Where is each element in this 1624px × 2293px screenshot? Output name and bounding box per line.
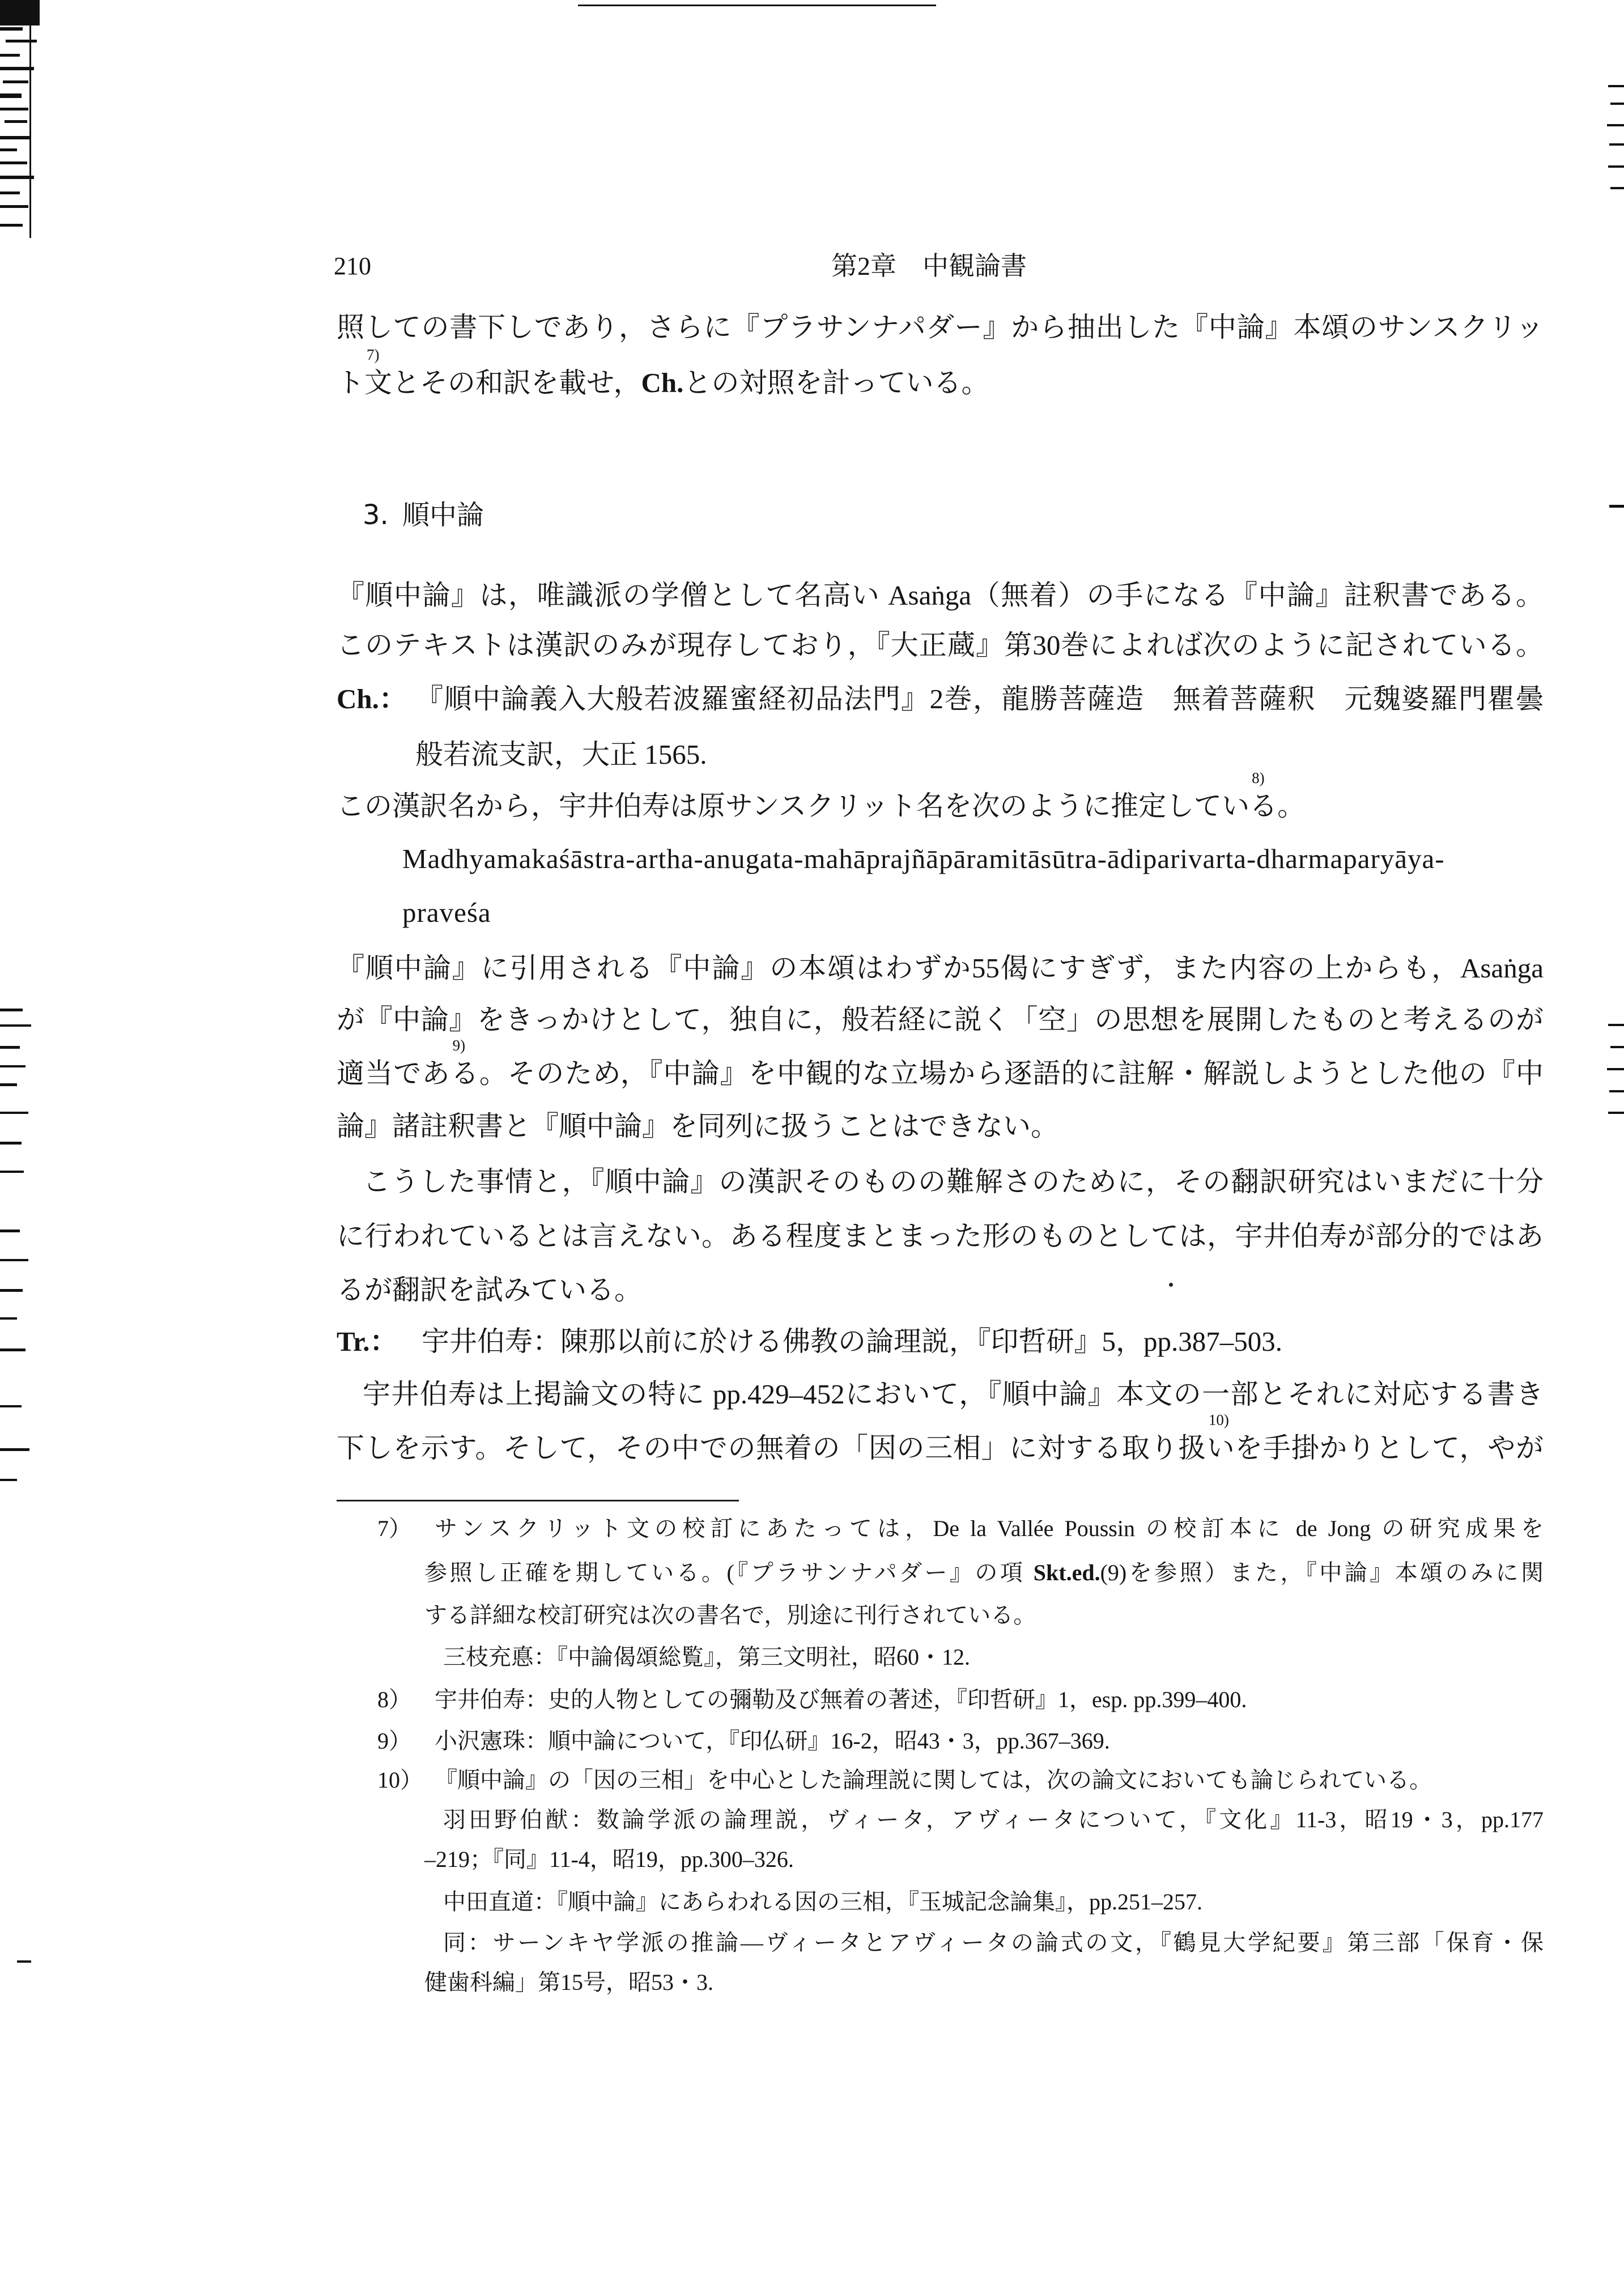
footnote-10-ref-2: 中田直道：『順中論』にあらわれる因の三相，『玉城記念論集』，pp.251–257. [443, 1889, 1202, 1915]
footnote-10-ref-3-line-2: 健歯科編」第15号，昭53・3. [424, 1969, 713, 1995]
sanskrit-title-line-2: praveśa [402, 897, 491, 928]
note-ref-10: 10) [1208, 1411, 1229, 1428]
ch-entry-line-2: 般若流支訳，大正 1565. [415, 739, 707, 770]
scan-artifact [1607, 1068, 1624, 1070]
scan-artifact [1610, 103, 1624, 105]
footnote-9-text: 小沢憲珠：順中論について，『印仏研』16-2，昭43・3，pp.367–369. [435, 1728, 1110, 1754]
intro-line-2-part-b: 文とその和訳を載せ， [364, 367, 641, 398]
scan-artifact [0, 192, 20, 194]
footnote-7-reference: 三枝充悳：『中論偈頌総覧』，第三文明社，昭60・12. [443, 1644, 970, 1670]
scan-artifact [0, 1142, 22, 1145]
footnote-9-marker: 9） [377, 1728, 411, 1754]
ch-entry-label: Ch.： [337, 683, 407, 714]
scan-artifact [0, 1024, 31, 1027]
note-ref-7: 7) [367, 346, 380, 363]
scan-artifact [0, 1317, 17, 1320]
para-2-line [337, 769, 1544, 823]
para-1-line-2: このテキストは漢訳のみが現存しており，『大正蔵』第30巻によれば次のように記されている。 [337, 629, 1544, 661]
scan-artifact [0, 1009, 23, 1011]
tr-entry-label: Tr.： [337, 1326, 398, 1357]
note-ref-9: 9) [452, 1037, 466, 1054]
page-number: 210 [334, 252, 371, 280]
ch-entry-line-1: 『順中論義入大般若波羅蜜経初品法門』2巻，龍勝菩薩造 無着菩薩釈 元魏婆羅門瞿曇 [415, 683, 1544, 714]
footnote-10-ref-1-line-1: 羽田野伯猷：数論学派の論理説，ヴィータ，アヴィータについて，『文化』11-3，昭19・3，pp.177 [443, 1807, 1544, 1832]
scan-artifact [0, 1289, 23, 1292]
scan-artifact [0, 176, 34, 179]
para-2-part-b: る。 [1249, 790, 1306, 822]
footnote-8-text: 宇井伯寿：史的人物としての彌勒及び無着の著述，『印哲研』1，esp. pp.399–400. [435, 1687, 1247, 1712]
scan-artifact [1609, 143, 1624, 146]
footnote-8-marker: 8） [377, 1687, 411, 1712]
scan-artifact [0, 1259, 28, 1261]
para-3-line-3 [337, 1037, 1544, 1091]
footnote-7-line-1: サンスクリット文の校訂にあたっては，De la Vallée Poussin の校訂本に de Jong の研究成果を [435, 1516, 1544, 1541]
para-5-line-2 [337, 1411, 1544, 1465]
note-ref-8: 8) [1252, 769, 1265, 786]
scan-artifact [0, 1348, 25, 1351]
scan-artifact [1609, 505, 1624, 508]
scan-artifact [1610, 187, 1624, 189]
scan-artifact [0, 0, 40, 25]
para-5-line-2-part-a: 下しを示す。そして，その中での無着の「因の三相」に対する取り扱 [337, 1432, 1206, 1464]
scan-artifact [0, 161, 27, 164]
para-3-line-3-part-b: る。そのため，『中論』を中観的な立場から逐語的に註解・解説しようとした他の『中 [450, 1058, 1544, 1089]
footnote-10-marker: 10） [377, 1767, 423, 1793]
para-5-line-1: 宇井伯寿は上掲論文の特に pp.429–452において，『順中論』本文の一部とそれに対応する書き [363, 1379, 1544, 1410]
scan-artifact [0, 136, 31, 139]
scan-artifact [0, 1065, 25, 1067]
footnote-7-line-2 [424, 1559, 1544, 1587]
scan-artifact [1608, 1112, 1624, 1114]
footnote-7-line-3: する詳細な校訂研究は次の書名で，別途に刊行されている。 [424, 1602, 1036, 1628]
intro-line-2-part-c: との対照を計っている。 [683, 367, 989, 398]
scan-artifact [1608, 85, 1624, 87]
para-1-line-1: 『順中論』は，唯識派の学僧として名高い Asaṅga（無着）の手になる『中論』註釈書である。 [337, 580, 1544, 611]
intro-line-2-part-a: ト [337, 367, 365, 398]
tr-entry-text: 宇井伯寿：陳那以前に於ける佛教の論理説，『印哲研』5，pp.387–503. [422, 1326, 1283, 1357]
scan-artifact [0, 224, 23, 227]
section-title: 順中論 [402, 499, 484, 531]
para-3-line-2: が『中論』をきっかけとして，独自に，般若経に説く「空」の思想を展開したものと考えるのが [337, 1004, 1544, 1035]
scan-artifact [0, 93, 22, 98]
scan-artifact [0, 27, 23, 31]
footnote-10-ref-3-line-1: 同：サーンキヤ学派の推論―ヴィータとアヴィータの論式の文，『鶴見大学紀要』第三部「保育・保 [443, 1930, 1544, 1955]
para-4-line-1: こうした事情と，『順中論』の漢訳そのものの難解さのために，その翻訳研究はいまだに十分 [363, 1166, 1544, 1197]
para-4-line-3: るが翻訳を試みている。 [337, 1274, 643, 1305]
scan-artifact [0, 148, 17, 151]
scan-artifact [17, 1960, 31, 1963]
para-2-part-a: この漢訳名から，宇井伯寿は原サンスクリット名を次のように推定してい [337, 790, 1250, 822]
scan-artifact [3, 80, 28, 83]
scan-artifact [0, 1448, 29, 1451]
scan-artifact [0, 108, 28, 110]
scan-artifact [578, 5, 936, 6]
scan-artifact [0, 67, 34, 70]
running-chapter-title: 第2章 中観論書 [831, 252, 1027, 280]
scan-artifact [29, 0, 31, 238]
scan-artifact [5, 120, 27, 123]
footnote-10-ref-1-line-2: –219；『同』11-4，昭19，pp.300–326. [424, 1847, 794, 1872]
scan-artifact [0, 205, 28, 208]
scan-artifact [1608, 1024, 1624, 1026]
section-number: 3. [363, 499, 389, 531]
scan-artifact [0, 54, 20, 57]
footnote-7-line-2-part-a: 参照し正確を期している。(『プラサンナパダー』の項 [424, 1560, 1034, 1585]
para-4-line-2: に行われているとは言えない。ある程度まとまった形のものとしては，宇井伯寿が部分的ではあ [337, 1220, 1544, 1252]
para-3-line-4: 論』諸註釈書と『順中論』を同列に扱うことはできない。 [337, 1111, 1059, 1142]
footnote-divider [337, 1500, 739, 1501]
footnote-7-line-2-part-b: (9)を参照）また，『中論』本頌のみに関 [1100, 1560, 1544, 1585]
scan-artifact [0, 1479, 17, 1481]
ch-abbreviation: Ch. [641, 367, 684, 398]
sanskrit-title-line-1: Madhyamakaśāstra-artha-anugata-mahāprajñāpāramitāsūtra-ādiparivarta-dharmaparyāya- [402, 843, 1445, 874]
scan-artifact [6, 40, 37, 42]
para-3-line-3-part-a: 適当であ [337, 1058, 450, 1089]
footnote-7-marker: 7） [377, 1516, 411, 1541]
intro-line-2 [337, 346, 1544, 400]
scan-artifact [1607, 124, 1624, 126]
intro-line-1: 照しての書下しであり，さらに『プラサンナパダー』から抽出した『中論』本頌のサンスクリッ [337, 312, 1544, 343]
para-5-line-2-part-b: いを手掛かりとして，やが [1206, 1432, 1544, 1464]
scan-artifact [1609, 1090, 1624, 1092]
footnote-10-line-1: 『順中論』の「因の三相」を中心とした論理説に関しては，次の論文においても論じられている。 [435, 1767, 1432, 1793]
scan-artifact [0, 1405, 22, 1407]
scan-artifact [1610, 1046, 1624, 1048]
scan-artifact [0, 1046, 20, 1049]
scan-artifact [0, 1230, 20, 1232]
para-3-line-1: 『順中論』に引用される『中論』の本頌はわずか55偈にすぎず，また内容の上からも，Asaṅga [337, 952, 1544, 984]
skt-ed-abbreviation: Skt.ed. [1033, 1560, 1100, 1585]
scan-artifact [1608, 165, 1624, 168]
scan-artifact [0, 1171, 24, 1173]
scan-artifact [0, 1083, 17, 1086]
scan-artifact [0, 1112, 28, 1114]
